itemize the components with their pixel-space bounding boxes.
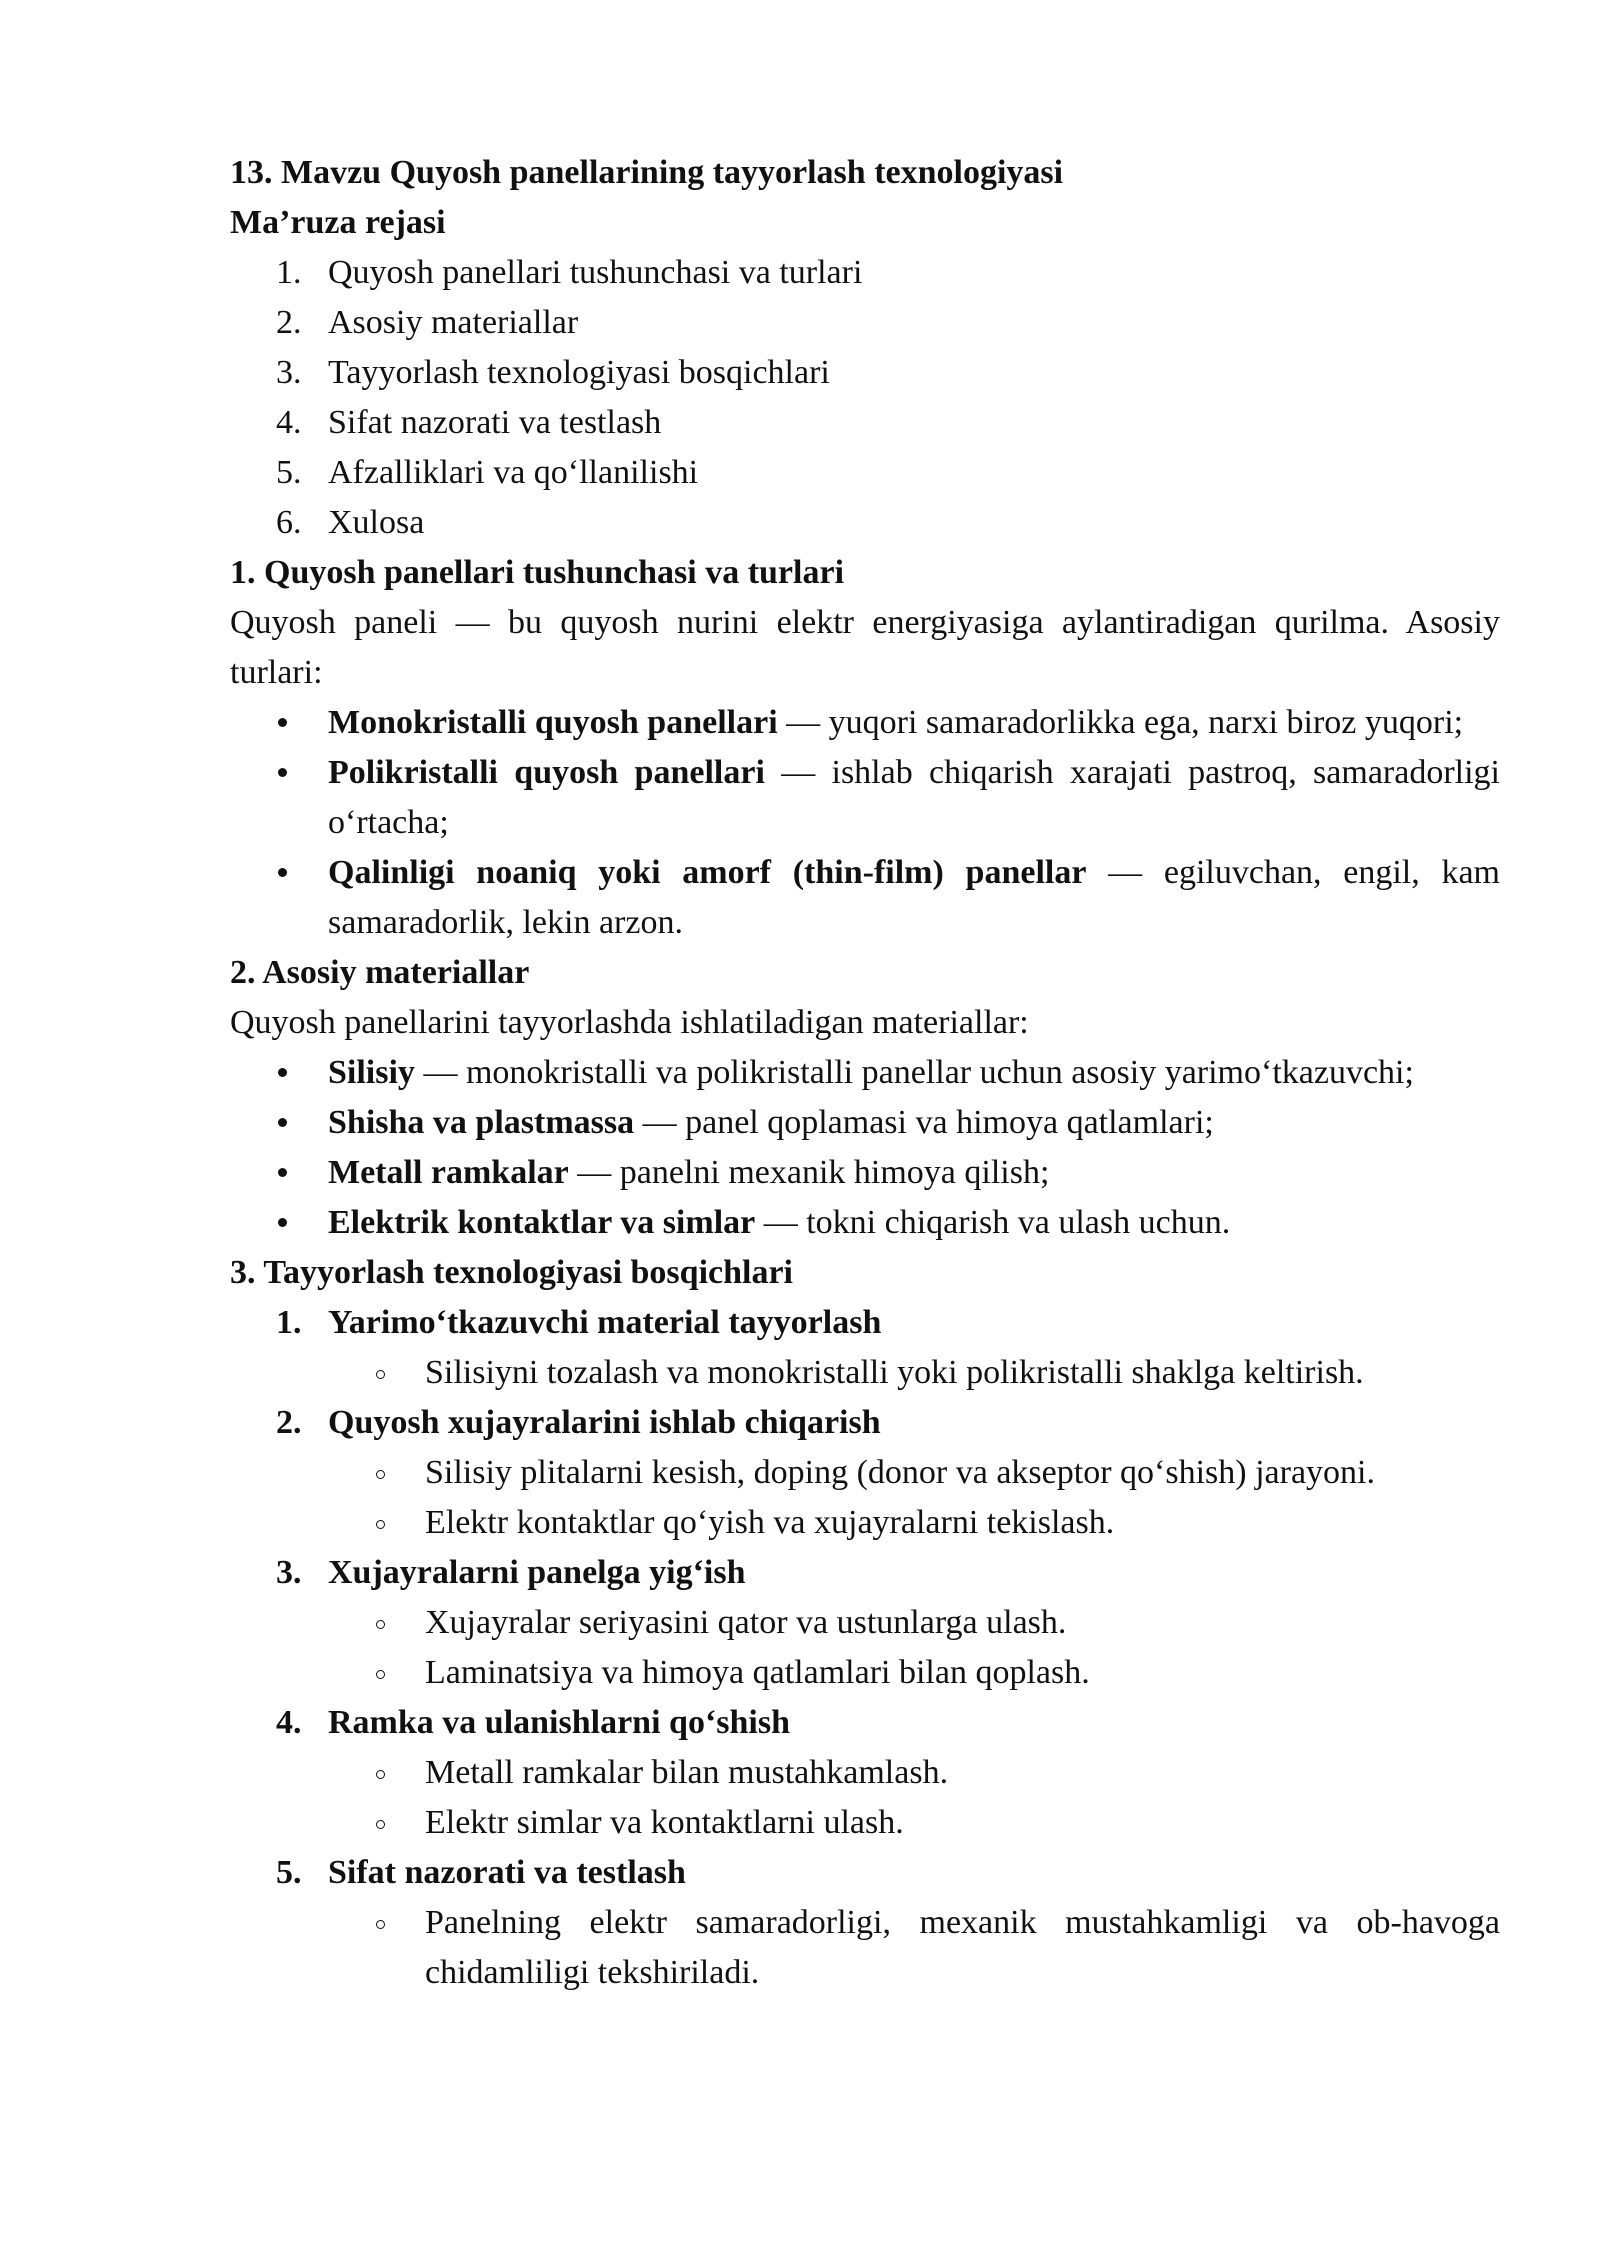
plan-item-text: Xulosa: [328, 504, 425, 541]
bullet-icon: [278, 718, 287, 727]
step-item: [230, 1398, 1500, 1448]
bullet-term: Polikristalli quyosh panellari: [328, 754, 765, 791]
bullet-item: [230, 1048, 1500, 1098]
sub-item-text: Elektr kontaktlar qo‘yish va xujayralarni tekislash.: [425, 1504, 1115, 1541]
plan-item: [230, 298, 1500, 348]
sub-item-text: Elektr simlar va kontaktlarni ulash.: [425, 1804, 904, 1841]
bullet-icon: [278, 1168, 287, 1177]
step-number: 5.: [276, 1854, 302, 1891]
circle-bullet-icon: [376, 1920, 385, 1929]
plan-item-number: 4.: [276, 404, 302, 441]
plan-item: [230, 248, 1500, 298]
plan-item-text: Sifat nazorati va testlash: [328, 404, 662, 441]
section-heading: 2. Asosiy materiallar: [230, 954, 530, 991]
bullet-desc: — egiluvchan, engil, kam samaradorlik, lekin arzon.: [328, 854, 1500, 941]
sub-item-text: Xujayralar seriyasini qator va ustunlarga ulash.: [425, 1604, 1067, 1641]
section-heading: 3. Tayyorlash texnologiyasi bosqichlari: [230, 1254, 793, 1291]
bullet-term: Shisha va plastmassa: [328, 1104, 635, 1141]
bullet-item: [230, 1098, 1500, 1148]
section-heading: 1. Quyosh panellari tushunchasi va turlari: [230, 554, 845, 591]
section-intro: Quyosh panellarini tayyorlashda ishlatiladigan materiallar:: [230, 1004, 1029, 1041]
sub-item: [230, 1798, 1500, 1848]
sub-item: [230, 1648, 1500, 1698]
sub-item: [230, 1348, 1500, 1398]
step-title: Ramka va ulanishlarni qo‘shish: [328, 1704, 790, 1741]
step-number: 2.: [276, 1404, 302, 1441]
bullet-desc: — monokristalli va polikristalli panellar uchun asosiy yarimo‘tkazuvchi;: [414, 1054, 1414, 1091]
plan-item: [230, 498, 1500, 548]
circle-bullet-icon: [376, 1520, 385, 1529]
bullet-icon: [278, 868, 287, 877]
sub-item: [230, 1898, 1500, 1998]
plan-item-number: 5.: [276, 454, 302, 491]
plan-item-number: 1.: [276, 254, 302, 291]
bullet-term: Elektrik kontaktlar va simlar: [328, 1204, 756, 1241]
bullet-icon: [278, 1218, 287, 1227]
circle-bullet-icon: [376, 1670, 385, 1679]
section-intro: Quyosh paneli — bu quyosh nurini elektr energiyasiga aylantiradigan qurilma. Asosiy turlari:: [230, 604, 1500, 691]
plan-item-number: 3.: [276, 354, 302, 391]
plan-item-text: Tayyorlash texnologiyasi bosqichlari: [328, 354, 830, 391]
bullet-item: [230, 698, 1500, 748]
bullet-list: [230, 1048, 1500, 1248]
sub-item-text: Panelning elektr samaradorligi, mexanik mustahkamligi va ob-havoga chidamliligi tekshiriladi.: [425, 1904, 1500, 1991]
bullet-icon: [278, 1068, 287, 1077]
step-item: [230, 1698, 1500, 1748]
step-title: Quyosh xujayralarini ishlab chiqarish: [328, 1404, 881, 1441]
circle-bullet-icon: [376, 1370, 385, 1379]
sub-item-text: Metall ramkalar bilan mustahkamlash.: [425, 1754, 949, 1791]
bullet-desc: — tokni chiqarish va ulash uchun.: [755, 1204, 1231, 1241]
plan-item-number: 2.: [276, 304, 302, 341]
step-number: 3.: [276, 1554, 302, 1591]
step-number: 4.: [276, 1704, 302, 1741]
bullet-term: Metall ramkalar: [328, 1154, 569, 1191]
sub-item-text: Silisiyni tozalash va monokristalli yoki polikristalli shaklga keltirish.: [425, 1354, 1364, 1391]
step-number: 1.: [276, 1304, 302, 1341]
plan-item-text: Quyosh panellari tushunchasi va turlari: [328, 254, 863, 291]
step-item: [230, 1848, 1500, 1898]
steps-list: [230, 1298, 1500, 1998]
bullet-item: [230, 748, 1500, 848]
bullet-icon: [278, 768, 287, 777]
bullet-item: [230, 1148, 1500, 1198]
plan-list: [230, 248, 1500, 548]
document-title: 13. Mavzu Quyosh panellarining tayyorlash texnologiyasi: [230, 154, 1064, 191]
step-item: [230, 1298, 1500, 1348]
circle-bullet-icon: [376, 1820, 385, 1829]
plan-item-number: 6.: [276, 504, 302, 541]
bullet-item: [230, 848, 1500, 948]
sub-item: [230, 1748, 1500, 1798]
bullet-term: Monokristalli quyosh panellari: [328, 704, 778, 741]
sub-item: [230, 1448, 1500, 1498]
bullet-desc: — panelni mexanik himoya qilish;: [568, 1154, 1050, 1191]
plan-item: [230, 348, 1500, 398]
bullet-desc: — yuqori samaradorlikka ega, narxi biroz yuqori;: [777, 704, 1464, 741]
bullet-term: Silisiy: [328, 1054, 415, 1091]
sub-item-text: Laminatsiya va himoya qatlamlari bilan qoplash.: [425, 1654, 1090, 1691]
step-item: [230, 1548, 1500, 1598]
sub-item: [230, 1598, 1500, 1648]
bullet-item: [230, 1198, 1500, 1248]
step-title: Sifat nazorati va testlash: [328, 1854, 686, 1891]
bullet-desc: — ishlab chiqarish xarajati pastroq, samaradorligi o‘rtacha;: [328, 754, 1500, 841]
circle-bullet-icon: [376, 1470, 385, 1479]
step-title: Xujayralarni panelga yig‘ish: [328, 1554, 746, 1591]
bullet-term: Qalinligi noaniq yoki amorf (thin-film) panellar: [328, 854, 1087, 891]
sub-item: [230, 1498, 1500, 1548]
bullet-icon: [278, 1118, 287, 1127]
plan-item-text: Afzalliklari va qo‘llanilishi: [328, 454, 699, 491]
plan-heading: Ma’ruza rejasi: [230, 204, 446, 241]
document-page: [230, 148, 1500, 1998]
circle-bullet-icon: [376, 1770, 385, 1779]
circle-bullet-icon: [376, 1620, 385, 1629]
step-title: Yarimo‘tkazuvchi material tayyorlash: [328, 1304, 882, 1341]
plan-item-text: Asosiy materiallar: [328, 304, 579, 341]
plan-item: [230, 398, 1500, 448]
bullet-list: [230, 698, 1500, 948]
plan-item: [230, 448, 1500, 498]
bullet-desc: — panel qoplamasi va himoya qatlamlari;: [634, 1104, 1214, 1141]
sub-item-text: Silisiy plitalarni kesish, doping (donor va akseptor qo‘shish) jarayoni.: [425, 1454, 1375, 1491]
